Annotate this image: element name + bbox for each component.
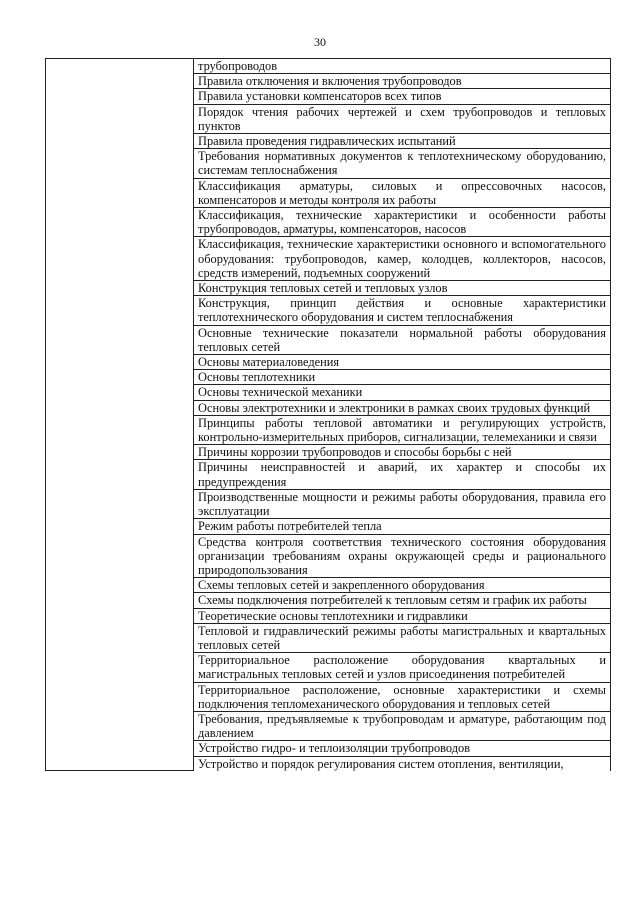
table-cell: Конструкция тепловых сетей и тепловых узлов: [194, 281, 611, 296]
table-cell: Схемы тепловых сетей и закрепленного оборудования: [194, 578, 611, 593]
table-cell: Правила проведения гидравлических испытаний: [194, 134, 611, 149]
table-cell: Требования нормативных документов к теплотехническому оборудованию, системам теплоснабжения: [194, 149, 611, 178]
table-cell: Производственные мощности и режимы работы оборудования, правила его эксплуатации: [194, 489, 611, 518]
table-cell: Классификация, технические характеристики основного и вспомогательного оборудования: трубопроводов, камер, колодцев, коллекторов, насосов, средств измерений, подъемных сооружений: [194, 237, 611, 281]
table-cell: Принципы работы тепловой автоматики и регулирующих устройств, контрольно-измерительных приборов, сигнализации, телемеханики и связи: [194, 415, 611, 444]
table-cell: Территориальное расположение, основные характеристики и схемы подключения тепломеханического оборудования и тепловых сетей: [194, 682, 611, 711]
table-cell: Требования, предъявляемые к трубопроводам и арматуре, работающим под давлением: [194, 711, 611, 740]
left-column-cell: [46, 59, 194, 771]
table-row: [46, 59, 611, 74]
table-cell: Схемы подключения потребителей к тепловым сетям и график их работы: [194, 593, 611, 608]
table-cell: Тепловой и гидравлический режимы работы магистральных и квартальных тепловых сетей: [194, 623, 611, 652]
table-cell: Основы технической механики: [194, 385, 611, 400]
table-cell: Классификация арматуры, силовых и опрессовочных насосов, компенсаторов и методы контроля их работы: [194, 178, 611, 207]
table-cell: Классификация, технические характеристики и особенности работы трубопроводов, арматуры, компенсаторов, насосов: [194, 208, 611, 237]
table-cell: Средства контроля соответствия технического состояния оборудования организации требованиям охраны окружающей среды и рационального природопользования: [194, 534, 611, 578]
table-cell: трубопроводов: [194, 59, 611, 74]
table-cell: Причины коррозии трубопроводов и способы борьбы с ней: [194, 445, 611, 460]
table-cell: Правила отключения и включения трубопроводов: [194, 74, 611, 89]
table-cell: Устройство и порядок регулирования систем отопления, вентиляции,: [194, 756, 611, 771]
requirements-table-body: [46, 59, 611, 771]
table-cell: Основы электротехники и электроники в рамках своих трудовых функций: [194, 400, 611, 415]
table-cell: Причины неисправностей и аварий, их характер и способы их предупреждения: [194, 460, 611, 489]
table-cell: Территориальное расположение оборудования квартальных и магистральных тепловых сетей и узлов присоединения потребителей: [194, 653, 611, 682]
page-number: 30: [314, 35, 326, 49]
table-cell: Конструкция, принцип действия и основные характеристики теплотехнического оборудования и систем теплоснабжения: [194, 296, 611, 325]
table-cell: Теоретические основы теплотехники и гидравлики: [194, 608, 611, 623]
table-cell: Устройство гидро- и теплоизоляции трубопроводов: [194, 741, 611, 756]
table-cell: Режим работы потребителей тепла: [194, 519, 611, 534]
table-cell: Основы материаловедения: [194, 355, 611, 370]
table-cell: Основные технические показатели нормальной работы оборудования тепловых сетей: [194, 325, 611, 354]
table-cell: Порядок чтения рабочих чертежей и схем трубопроводов и тепловых пунктов: [194, 104, 611, 133]
table-cell: Правила установки компенсаторов всех типов: [194, 89, 611, 104]
requirements-table: [45, 58, 611, 771]
table-cell: Основы теплотехники: [194, 370, 611, 385]
